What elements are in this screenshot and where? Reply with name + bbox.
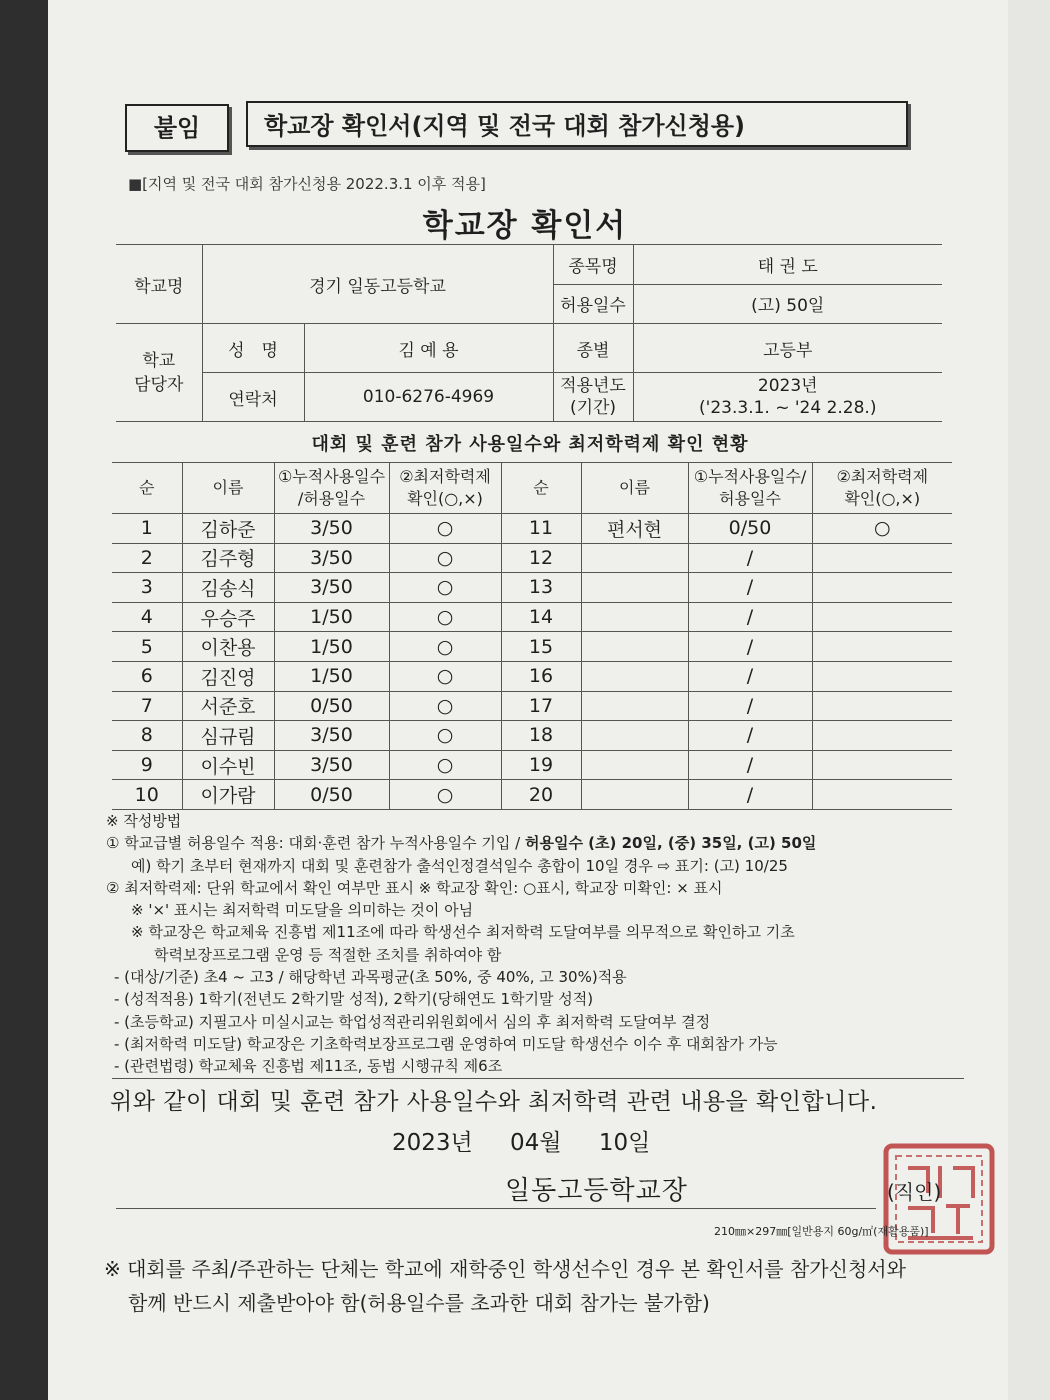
writing-instructions xyxy=(106,810,966,1078)
min-academic-check: ○ xyxy=(389,632,501,662)
student-name: 김하준 xyxy=(182,514,274,544)
student-name-right: 편서현 xyxy=(581,514,688,544)
table-row xyxy=(112,721,952,751)
row-no: 7 xyxy=(112,691,182,721)
table-row xyxy=(112,750,952,780)
min-academic-check-right xyxy=(812,750,952,780)
col-header-name: 이름 xyxy=(182,463,274,514)
used-days-right: / xyxy=(688,721,812,751)
table-row xyxy=(112,661,952,691)
notes-heading: ※ 작성방법 xyxy=(106,812,182,830)
row-no-right: 19 xyxy=(501,750,581,780)
confirmation-statement: 위와 같이 대회 및 훈련 참가 사용일수와 최저학력 관련 내용을 확인합니다. xyxy=(110,1089,878,1115)
row-no: 8 xyxy=(112,721,182,751)
col-header-days-line1: ①누적사용일수 xyxy=(277,467,386,486)
min-academic-check: ○ xyxy=(389,573,501,603)
period-label xyxy=(553,373,633,422)
note-1-example: 예) 학기 초부터 현재까지 대회 및 훈련참가 출석인정결석일수 총합이 10일 경우 ⇨ 표기: (고) 10/25 xyxy=(131,856,788,875)
school-name-value: 경기 일동고등학교 xyxy=(202,245,553,324)
note-1-emphasis: 허용일수 (초) 20일, (중) 35일, (고) 50일 xyxy=(525,834,817,853)
min-academic-check: ○ xyxy=(389,721,501,751)
used-days-right: / xyxy=(688,573,812,603)
min-academic-check: ○ xyxy=(389,691,501,721)
row-no: 10 xyxy=(112,780,182,810)
student-name-right xyxy=(581,661,688,691)
row-no-right: 14 xyxy=(501,602,581,632)
student-name-right xyxy=(581,573,688,603)
row-no: 6 xyxy=(112,661,182,691)
student-name: 김주형 xyxy=(182,543,274,573)
row-no: 9 xyxy=(112,750,182,780)
student-name-right xyxy=(581,691,688,721)
row-no-right: 12 xyxy=(501,543,581,573)
roster-table xyxy=(112,462,952,810)
student-name: 서준호 xyxy=(182,691,274,721)
min-academic-check-right xyxy=(812,691,952,721)
col-header-days-line2: /허용일수 xyxy=(297,489,366,508)
note-1-text: ① 학교급별 허용일수 적용: 대회·훈련 참가 누적사용일수 기입 / xyxy=(106,834,525,853)
student-name: 이수빈 xyxy=(182,750,274,780)
used-days: 3/50 xyxy=(274,514,389,544)
divider-bottom xyxy=(116,1208,876,1209)
used-days: 0/50 xyxy=(274,780,389,810)
min-academic-check-right xyxy=(812,632,952,662)
manager-name-label: 성 명 xyxy=(202,324,304,373)
period-label-line2: (기간) xyxy=(569,398,617,418)
used-days: 0/50 xyxy=(274,691,389,721)
category-value: 고등부 xyxy=(633,324,942,373)
confirmation-date: 2023년 04월 10일 xyxy=(392,1130,651,1156)
event-value: 태 권 도 xyxy=(633,245,942,285)
used-days: 1/50 xyxy=(274,661,389,691)
school-info-table xyxy=(116,244,942,422)
used-days-right: / xyxy=(688,632,812,662)
school-name-label: 학교명 xyxy=(116,245,202,324)
used-days: 1/50 xyxy=(274,632,389,662)
table-row xyxy=(112,691,952,721)
min-academic-check-right: ○ xyxy=(812,514,952,544)
allowed-days-value: (고) 50일 xyxy=(633,284,942,324)
student-name: 김송식 xyxy=(182,573,274,603)
used-days-right: / xyxy=(688,750,812,780)
footer-note xyxy=(104,1252,964,1320)
used-days: 3/50 xyxy=(274,721,389,751)
student-name-right xyxy=(581,543,688,573)
student-name: 이가람 xyxy=(182,780,274,810)
document-box-title: 학교장 확인서(지역 및 전국 대회 참가신청용) xyxy=(246,101,908,147)
footer-line-1: ※ 대회를 주최/주관하는 단체는 학교에 재학중인 학생선수인 경우 본 확인서를 참가신청서와 xyxy=(104,1257,906,1281)
row-no-right: 16 xyxy=(501,661,581,691)
used-days: 3/50 xyxy=(274,543,389,573)
contact-value: 010-6276-4969 xyxy=(304,373,553,422)
col-header-minimum xyxy=(389,463,501,514)
table-row xyxy=(112,632,952,662)
used-days-right: / xyxy=(688,543,812,573)
note-9: - (최저학력 미도달) 학교장은 기초학력보장프로그램 운영하여 미도달 학생선수 이수 후 대회참가 가능 xyxy=(114,1034,778,1053)
min-academic-check-right xyxy=(812,543,952,573)
student-name: 이찬용 xyxy=(182,632,274,662)
min-academic-check: ○ xyxy=(389,780,501,810)
contact-label: 연락처 xyxy=(202,373,304,422)
period-year: 2023년 xyxy=(757,376,818,396)
note-2: ② 최저학력제: 단위 학교에서 확인 여부만 표시 ※ 학교장 확인: ○표시, 학교장 미확인: × 표시 xyxy=(106,878,723,897)
divider-top xyxy=(112,1078,964,1079)
min-academic-check: ○ xyxy=(389,661,501,691)
note-10: - (관련법령) 학교체육 진흥법 제11조, 동법 시행규칙 제6조 xyxy=(114,1057,503,1076)
event-label: 종목명 xyxy=(553,245,633,285)
allowed-days-label: 허용일수 xyxy=(553,284,633,324)
table-row xyxy=(112,780,952,810)
school-manager-label: 학교 담당자 xyxy=(116,324,202,422)
note-5: 학력보장프로그램 운영 등 적절한 조치를 취하여야 함 xyxy=(154,945,502,964)
page-title: 학교장 확인서 xyxy=(422,208,628,244)
row-no: 2 xyxy=(112,543,182,573)
row-no-right: 11 xyxy=(501,514,581,544)
col-header-min-line1: ②최저학력제 xyxy=(399,467,491,486)
manager-name-value: 김 예 용 xyxy=(304,324,553,373)
period-value xyxy=(633,373,942,422)
used-days-right: 0/50 xyxy=(688,514,812,544)
note-1 xyxy=(106,832,966,854)
min-academic-check: ○ xyxy=(389,602,501,632)
min-academic-check: ○ xyxy=(389,514,501,544)
used-days-right: / xyxy=(688,602,812,632)
used-days: 1/50 xyxy=(274,602,389,632)
student-name-right xyxy=(581,721,688,751)
row-no-right: 13 xyxy=(501,573,581,603)
used-days: 3/50 xyxy=(274,750,389,780)
note-7: - (성적적용) 1학기(전년도 2학기말 성적), 2학기(당해연도 1학기말 성적) xyxy=(114,990,594,1009)
period-range: ('23.3.1. ~ '24 2.28.) xyxy=(699,398,877,418)
used-days-right: / xyxy=(688,691,812,721)
min-academic-check-right xyxy=(812,602,952,632)
row-no: 3 xyxy=(112,573,182,603)
student-name-right xyxy=(581,602,688,632)
col-header-days xyxy=(274,463,389,514)
roster-section-title: 대회 및 훈련 참가 사용일수와 최저학력제 확인 현황 xyxy=(311,434,749,455)
table-row xyxy=(112,514,952,544)
student-name-right xyxy=(581,632,688,662)
table-row xyxy=(112,543,952,573)
attachment-label: 붙임 xyxy=(125,104,229,152)
min-academic-check-right xyxy=(812,721,952,751)
row-no: 1 xyxy=(112,514,182,544)
col-header-name-right: 이름 xyxy=(581,463,688,514)
student-name: 심규림 xyxy=(182,721,274,751)
used-days-right: / xyxy=(688,780,812,810)
seal-note: (직인) xyxy=(887,1180,942,1204)
col-header-days-right xyxy=(688,463,812,514)
row-no: 5 xyxy=(112,632,182,662)
note-6: - (대상/기준) 초4 ~ 고3 / 해당학년 과목평균(초 50%, 중 40%, 고 30%)적용 xyxy=(114,968,627,987)
min-academic-check: ○ xyxy=(389,543,501,573)
col-header-min-right-line2: 확인(○,×) xyxy=(844,489,921,508)
paper-spec: 210㎜×297㎜[일반용지 60g/㎡(재활용품)] xyxy=(714,1225,929,1238)
min-academic-check: ○ xyxy=(389,750,501,780)
student-name-right xyxy=(581,780,688,810)
row-no-right: 17 xyxy=(501,691,581,721)
col-header-no: 순 xyxy=(112,463,182,514)
note-8: - (초등학교) 지필고사 미실시교는 학업성적관리위원회에서 심의 후 최저학력 도달여부 결정 xyxy=(114,1012,711,1031)
used-days: 3/50 xyxy=(274,573,389,603)
category-label: 종별 xyxy=(553,324,633,373)
min-academic-check-right xyxy=(812,573,952,603)
table-row xyxy=(112,573,952,603)
note-3: ※ '×' 표시는 최저학력 미도달을 의미하는 것이 아님 xyxy=(131,901,474,920)
col-header-no-right: 순 xyxy=(501,463,581,514)
col-header-days-right-line2: 허용일수 xyxy=(719,489,781,508)
student-name-right xyxy=(581,750,688,780)
used-days-right: / xyxy=(688,661,812,691)
student-name: 우승주 xyxy=(182,602,274,632)
principal-signature: 일동고등학교장 xyxy=(505,1176,688,1206)
row-no-right: 18 xyxy=(501,721,581,751)
period-label-line1: 적용년도 xyxy=(560,376,626,396)
footer-line-2: 함께 반드시 제출받아야 함(허용일수를 초과한 대회 참가는 불가함) xyxy=(128,1291,710,1315)
min-academic-check-right xyxy=(812,661,952,691)
min-academic-check-right xyxy=(812,780,952,810)
col-header-minimum-right xyxy=(812,463,952,514)
row-no: 4 xyxy=(112,602,182,632)
col-header-min-line2: 확인(○,×) xyxy=(407,489,483,508)
applicability-note: ■[지역 및 전국 대회 참가신청용 2022.3.1 이후 적용] xyxy=(128,175,486,193)
note-4: ※ 학교장은 학교체육 진흥법 제11조에 따라 학생선수 최저학력 도달여부를 의무적으로 확인하고 기초 xyxy=(131,923,795,942)
student-name: 김진영 xyxy=(182,661,274,691)
row-no-right: 20 xyxy=(501,780,581,810)
col-header-min-right-line1: ②최저학력제 xyxy=(836,467,929,486)
col-header-days-right-line1: ①누적사용일수/ xyxy=(693,467,807,486)
table-row xyxy=(112,602,952,632)
row-no-right: 15 xyxy=(501,632,581,662)
